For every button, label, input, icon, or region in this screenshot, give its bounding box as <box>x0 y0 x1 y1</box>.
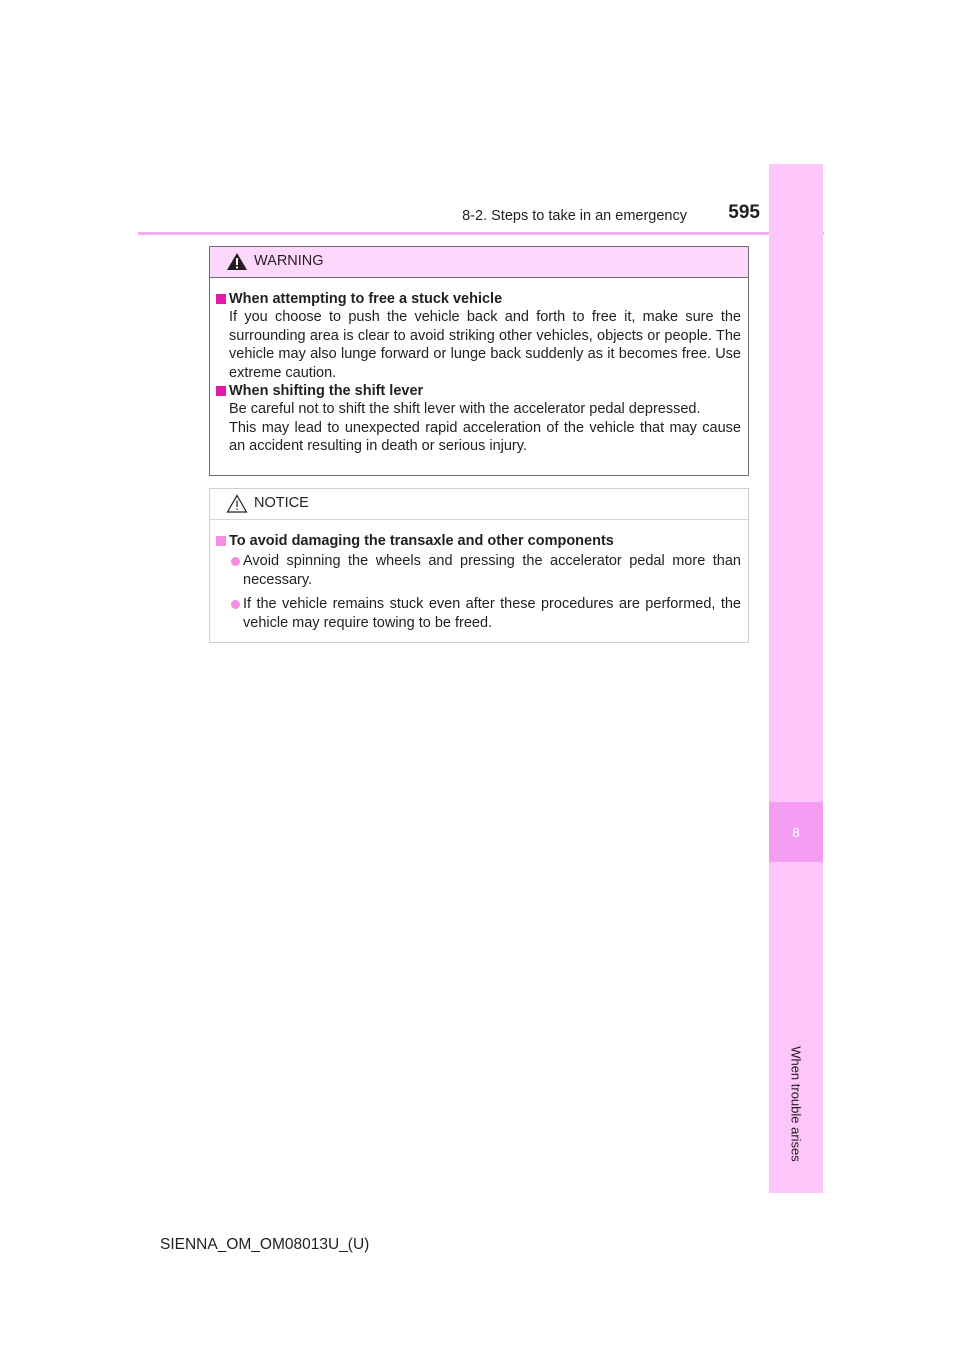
circle-bullet-icon <box>231 557 240 566</box>
warning-item-title: When shifting the shift lever <box>229 383 424 400</box>
page-number: 595 <box>728 202 760 223</box>
header-rule <box>138 232 824 235</box>
warning-paragraph: Be careful not to shift the shift lever with the accelerator pedal depressed. <box>229 401 701 418</box>
square-bullet-icon <box>216 386 226 396</box>
notice-item-title: To avoid damaging the transaxle and other components <box>229 533 614 549</box>
warning-item-title-row <box>216 382 741 400</box>
warning-item <box>216 382 741 456</box>
chapter-number: 8 <box>769 802 823 862</box>
warning-box <box>209 246 749 476</box>
caution-triangle-icon <box>226 494 248 513</box>
warning-body <box>210 278 748 456</box>
square-bullet-icon <box>216 294 226 304</box>
warning-paragraph: If you choose to push the vehicle back and forth to free it, make sure the surrounding area is clear to avoid striking other vehicles, objects or people. The vehicle may also lunge forward or lunge back suddenly as it becomes free. Use extreme caution. <box>229 309 741 381</box>
warning-heading: WARNING <box>254 253 324 269</box>
header-section-title: 8-2. Steps to take in an emergency <box>462 208 687 224</box>
warning-item <box>216 290 741 382</box>
circle-bullet-icon <box>231 600 240 609</box>
notice-bullet-text: If the vehicle remains stuck even after these procedures are performed, the vehicle may require towing to be freed. <box>243 596 741 631</box>
warning-paragraph: This may lead to unexpected rapid acceleration of the vehicle that may cause an accident resulting in death or serious injury. <box>229 419 741 455</box>
notice-box <box>209 488 749 643</box>
notice-bullet <box>216 595 741 632</box>
notice-heading: NOTICE <box>254 495 309 511</box>
square-bullet-icon <box>216 536 226 546</box>
notice-item <box>216 532 741 632</box>
notice-item-title-row <box>216 532 741 550</box>
notice-bullet-text: Avoid spinning the wheels and pressing the accelerator pedal more than necessary. <box>243 553 741 588</box>
warning-item-title: When attempting to free a stuck vehicle <box>229 291 503 307</box>
chapter-title: When trouble arises <box>788 1046 804 1162</box>
footer-document-id: SIENNA_OM_OM08013U_(U) <box>160 1236 370 1253</box>
warning-header <box>210 247 748 278</box>
notice-body <box>210 520 748 632</box>
warning-item-title-row <box>216 290 741 308</box>
notice-bullet <box>216 552 741 589</box>
warning-triangle-icon <box>226 252 248 271</box>
notice-header <box>210 489 748 520</box>
chapter-side-tab <box>769 164 823 1193</box>
